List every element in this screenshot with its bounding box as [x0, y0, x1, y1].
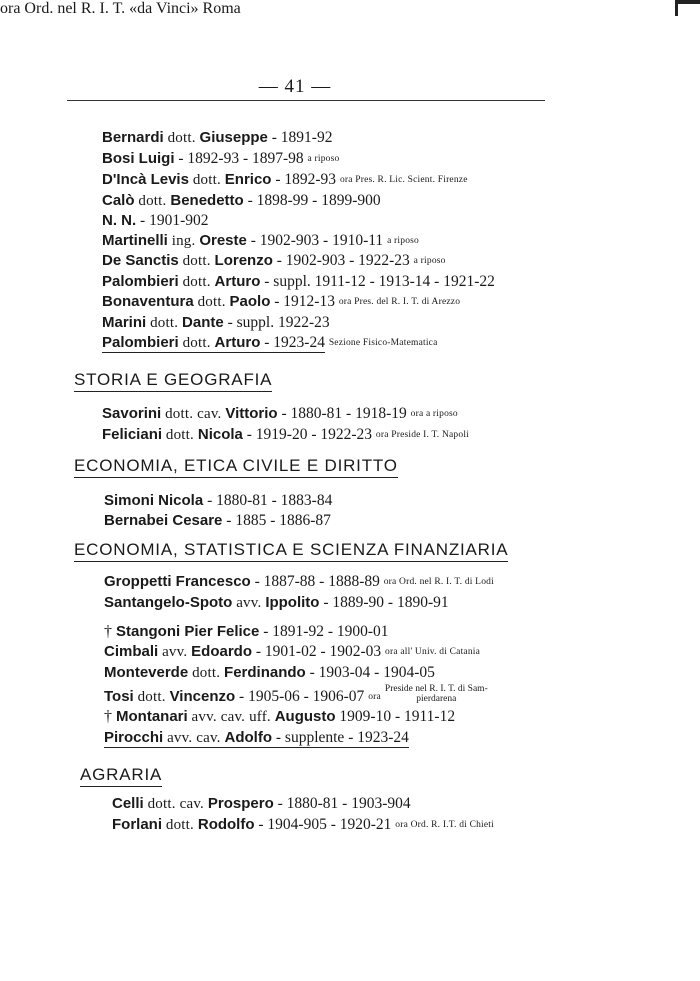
list-item: Forlani dott. Rodolfo - 1904-905 - 1920-21 ora Ord. R. I.T. di Chieti — [112, 816, 494, 833]
list-item: Santangelo-Spoto avv. Ippolito - 1889-90 - 1890-91 — [104, 594, 449, 611]
list-item: Cimbali avv. Edoardo - 1901-02 - 1902-03 ora all' Univ. di Catania — [104, 643, 481, 660]
list-item: Calò dott. Benedetto - 1898-99 - 1899-900 — [102, 192, 381, 209]
list-item: Tosi dott. Vincenzo - 1905-06 - 1906-07 oraPreside nel R. I. T. di Sam- pierdarena — [104, 684, 488, 705]
list-item-note: ora Ord. nel R. I. T. «da Vinci» Roma — [0, 0, 241, 17]
section-heading-agraria: AGRARIA — [80, 765, 162, 787]
list-item: Monteverde dott. Ferdinando - 1903-04 - 1904-05 — [104, 664, 435, 681]
list-item: Pirocchi avv. cav. Adolfo - supplente - 1923-24 — [104, 729, 409, 746]
list-item: N. N. - 1901-902 — [102, 212, 209, 229]
list-item: † Montanari avv. cav. uff. Augusto 1909-10 - 1911-12 — [104, 708, 456, 725]
page-number: — 41 — — [258, 76, 332, 97]
list-item: Palombieri dott. Arturo - suppl. 1911-12 - 1913-14 - 1921-22 — [102, 273, 495, 290]
list-item: Simoni Nicola - 1880-81 - 1883-84 — [104, 492, 333, 509]
section-heading-economia-etica: ECONOMIA, ETICA CIVILE E DIRITTO — [74, 456, 398, 478]
section-heading-storia: STORIA E GEOGRAFIA — [74, 370, 272, 392]
header-rule — [67, 100, 545, 101]
list-item: D'Incà Levis dott. Enrico - 1892-93 ora Pres. R. Lic. Scient. Firenze — [102, 171, 468, 188]
list-item: Savorini dott. cav. Vittorio - 1880-81 - 1918-19 ora a riposo — [102, 405, 458, 422]
list-item: Bernardi dott. Giuseppe - 1891-92 — [102, 129, 333, 146]
list-item: Celli dott. cav. Prospero - 1880-81 - 1903-904 — [112, 795, 411, 812]
list-item: Groppetti Francesco - 1887-88 - 1888-89 ora Ord. nel R. I. T. di Lodi — [104, 573, 494, 590]
list-item: De Sanctis dott. Lorenzo - 1902-903 - 1922-23 a riposo — [102, 252, 446, 269]
section-heading-economia-statistica: ECONOMIA, STATISTICA E SCIENZA FINANZIARIA — [74, 540, 508, 562]
list-item: Bosi Luigi - 1892-93 - 1897-98 a riposo — [102, 150, 340, 167]
list-item: Bonaventura dott. Paolo - 1912-13 ora Pres. del R. I. T. di Arezzo — [102, 293, 461, 310]
list-item: Palombieri dott. Arturo - 1923-24 Sezione Fisico-Matematica — [102, 334, 438, 351]
list-item: Marini dott. Dante - suppl. 1922-23 — [102, 314, 330, 331]
list-item: † Stangoni Pier Felice - 1891-92 - 1900-01 — [104, 623, 389, 640]
list-item: Martinelli ing. Oreste - 1902-903 - 1910-11 a riposo — [102, 232, 420, 249]
list-item: Bernabei Cesare - 1885 - 1886-87 — [104, 512, 331, 529]
list-item: Feliciani dott. Nicola - 1919-20 - 1922-23 ora Preside I. T. Napoli — [102, 426, 470, 443]
